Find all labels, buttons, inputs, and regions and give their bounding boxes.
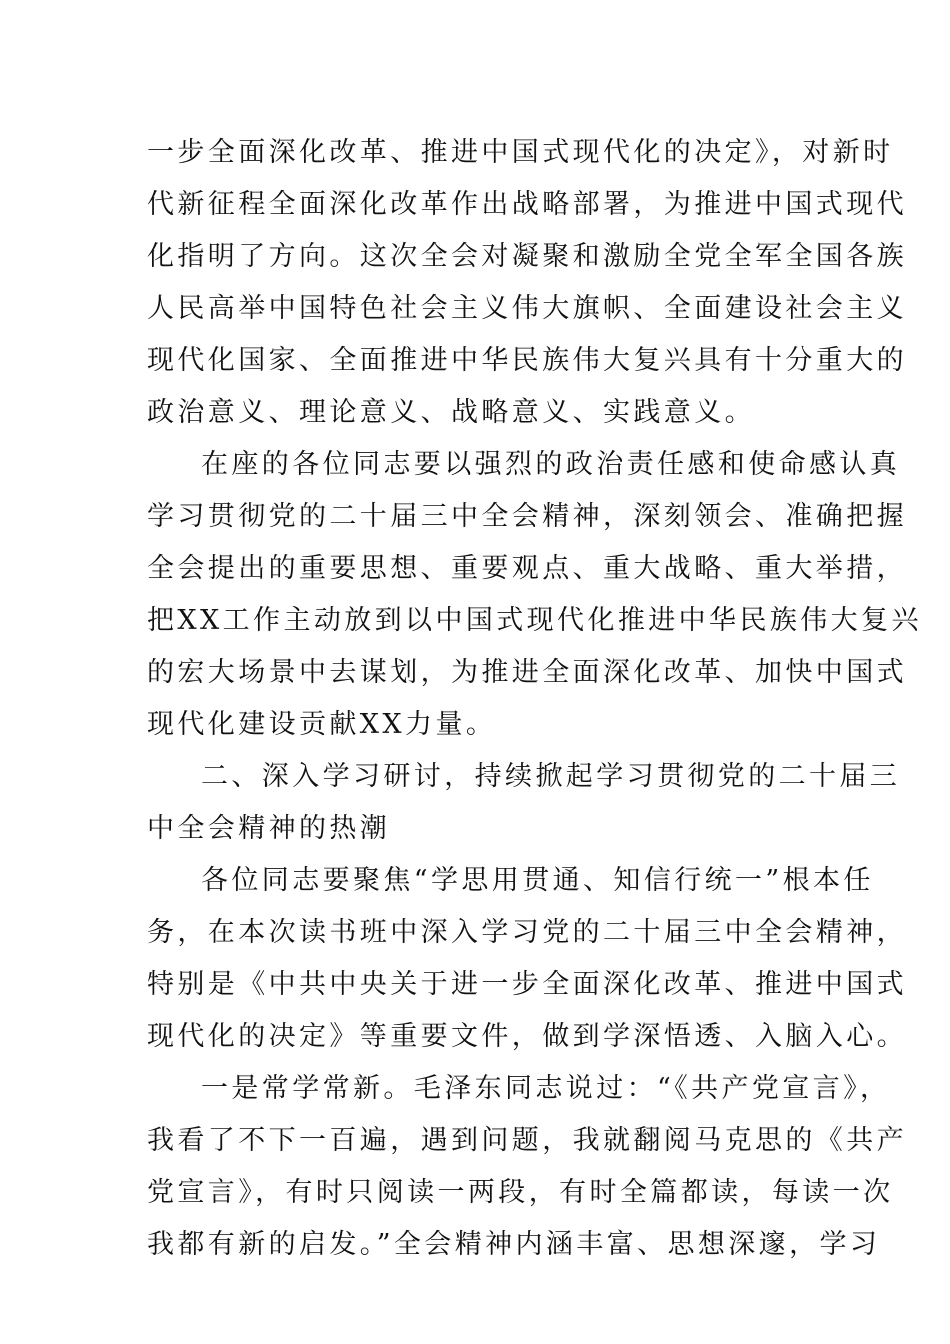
text-line: 化指明了方向。这次全会对凝聚和激励全党全军全国各族 xyxy=(147,241,907,272)
text-line: 政治意义、理论意义、战略意义、实践意义。 xyxy=(147,397,755,428)
text-line: 我看了不下一百遍，遇到问题，我就翻阅马克思的《共产 xyxy=(147,1125,907,1156)
text-line: 一步全面深化改革、推进中国式现代化的决定》，对新时 xyxy=(147,137,894,168)
section-heading-line: 二、深入学习研讨，持续掀起学习贯彻党的二十届三 xyxy=(201,761,901,792)
text-line: 党宣言》，有时只阅读一两段，有时全篇都读，每读一次 xyxy=(147,1177,894,1208)
text-line: 的宏大场景中去谋划，为推进全面深化改革、加快中国式 xyxy=(147,657,907,688)
section-heading-line: 中全会精神的热潮 xyxy=(147,813,391,844)
text-line: 人民高举中国特色社会主义伟大旗帜、全面建设社会主义 xyxy=(147,293,907,324)
text-line: 学习贯彻党的二十届三中全会精神，深刻领会、准确把握 xyxy=(147,501,907,532)
text-line: 务，在本次读书班中深入学习党的二十届三中全会精神， xyxy=(147,917,907,948)
text-line: 把XX工作主动放到以中国式现代化推进中华民族伟大复兴 xyxy=(147,605,922,636)
text-line: 代新征程全面深化改革作出战略部署，为推进中国式现代 xyxy=(147,189,907,220)
paragraph-start-line: 各位同志要聚焦“学思用贯通、知信行统一”根本任 xyxy=(201,865,874,896)
paragraph-start-line: 一是常学常新。毛泽东同志说过：“《共产党宣言》， xyxy=(201,1073,891,1104)
text-line: 现代化的决定》等重要文件，做到学深悟透、入脑入心。 xyxy=(147,1021,907,1052)
document-body xyxy=(147,127,922,1271)
text-line: 特别是《中共中央关于进一步全面深化改革、推进中国式 xyxy=(147,969,907,1000)
text-line: 我都有新的启发。”全会精神内涵丰富、思想深邃，学习 xyxy=(147,1229,881,1260)
text-line: 现代化国家、全面推进中华民族伟大复兴具有十分重大的 xyxy=(147,345,907,376)
text-line: 全会提出的重要思想、重要观点、重大战略、重大举措， xyxy=(147,553,907,584)
text-line: 现代化建设贡献XX力量。 xyxy=(147,709,497,740)
paragraph-start-line: 在座的各位同志要以强烈的政治责任感和使命感认真 xyxy=(201,449,901,480)
